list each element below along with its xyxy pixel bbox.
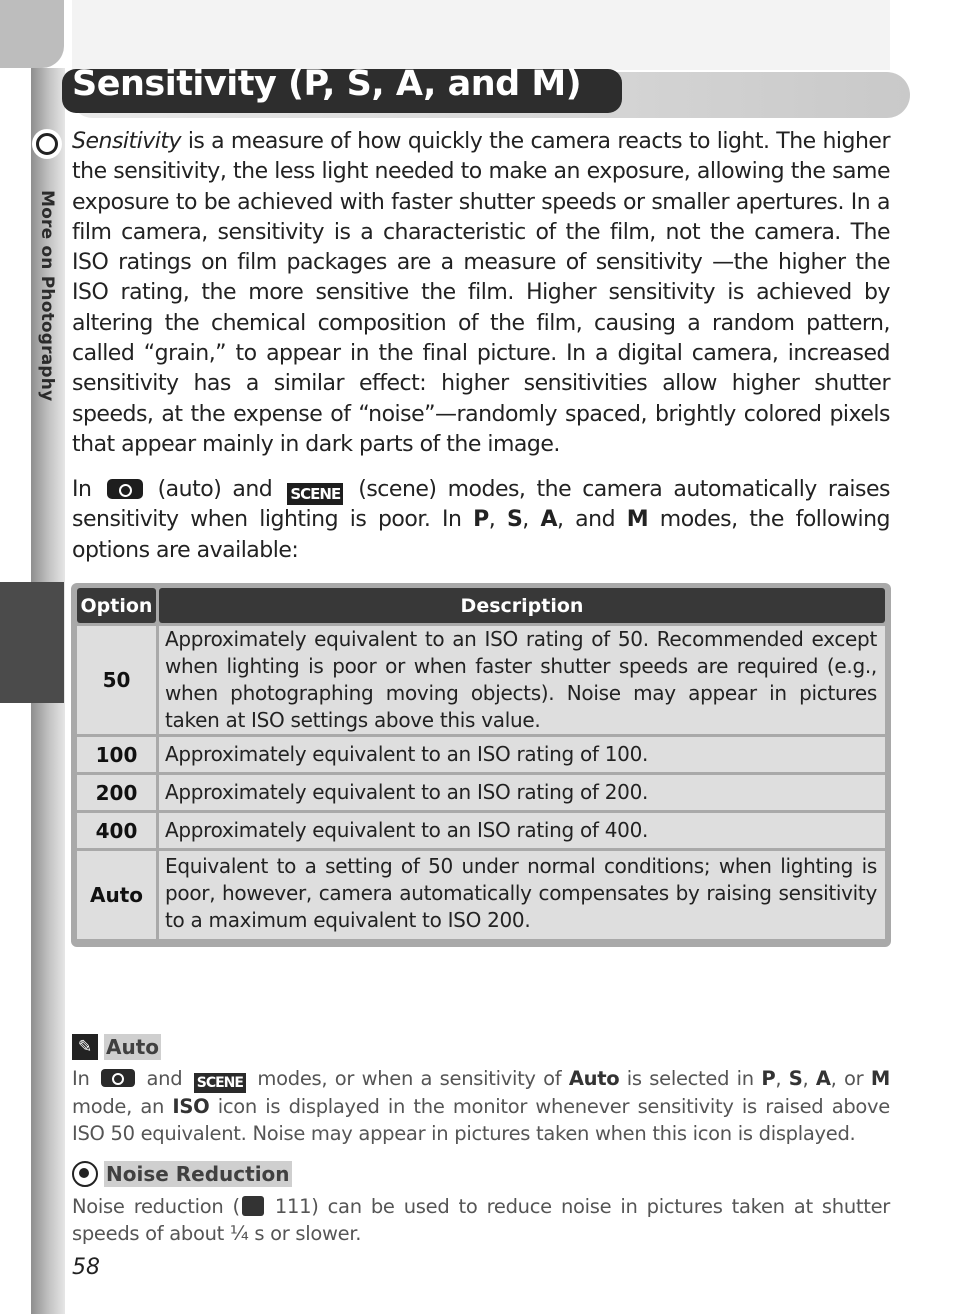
text: 111) can be used to reduce noise in pictures taken at shutter speeds of about ¼ s or slower. xyxy=(72,1195,890,1246)
text: , xyxy=(802,1067,816,1090)
camera-icon xyxy=(101,1069,135,1087)
page-number: 58 xyxy=(72,1255,100,1280)
table-row-option: Auto xyxy=(77,851,156,939)
text: modes, the following options are available: xyxy=(72,507,890,563)
camera-icon xyxy=(107,479,143,499)
scene-icon: SCENE xyxy=(194,1073,246,1093)
sensitivity-table xyxy=(71,583,891,947)
text: (scene) modes, the camera automatically raises sensitivity when lighting is poor. In xyxy=(72,477,890,533)
text: , xyxy=(522,507,541,533)
mode-m: M xyxy=(626,507,649,533)
modes-paragraph xyxy=(72,475,890,566)
text: , xyxy=(775,1067,789,1090)
text: and xyxy=(139,1067,190,1090)
table-row-description: Approximately equivalent to an ISO rating of 400. xyxy=(159,813,885,848)
side-label: More on Photography xyxy=(37,190,57,402)
mode-p: P xyxy=(473,507,489,533)
table-header-description: Description xyxy=(159,588,885,623)
note-auto-label: Auto xyxy=(106,1035,160,1059)
intro-text: is a measure of how quickly the camera reacts to light. The higher the sensitivity, the less light needed to make an exposure, allowing the same exposure to be achieved with faster shutter speeds or smaller apertures. In a film camera, sensitivity is a characteristic of the film, not the camera. The ISO ratings on film packages are a measure of sensitivity —the higher the ISO rating, the more sensitive the film. Higher sensitivity is achieved by altering the chemical composition of the film, causing a random pattern, called “grain,” to appear in the final picture. In a digital camera, increased sensitivity has a similar effect: higher sensitivities allow higher shutter speeds, at the expense of “noise”—randomly spaced, brightly colored pixels that appear mainly in dark parts of the image. xyxy=(72,129,890,457)
mode-a: A xyxy=(815,1067,831,1090)
note-auto-heading xyxy=(72,1034,161,1060)
intro-term: Sensitivity xyxy=(72,129,182,154)
table-header-option: Option xyxy=(77,588,156,623)
scene-icon: SCENE xyxy=(287,483,343,505)
text: , or xyxy=(830,1067,871,1090)
text: In xyxy=(72,477,103,502)
auto-setting: Auto xyxy=(568,1067,620,1090)
table-row-option: 100 xyxy=(77,737,156,772)
text: Noise reduction ( xyxy=(72,1195,240,1218)
pencil-note-icon: ✎ xyxy=(72,1034,98,1060)
text: (auto) and xyxy=(146,477,284,502)
page-title: Sensitivity (P, S, A, and M) xyxy=(72,64,582,104)
table-row-option: 50 xyxy=(77,626,156,734)
table-row-description: Approximately equivalent to an ISO rating of 50. Recommended except when lighting is poor or when faster shutter speeds are required (e.g., when photographing moving objects). Noise may appear in pictures taken at ISO settings above this value. xyxy=(159,626,885,734)
table-row-description: Equivalent to a setting of 50 under normal conditions; when lighting is poor, however, camera automatically compensates by raising sensitivity to a maximum equivalent to ISO 200. xyxy=(159,851,885,939)
text: In xyxy=(72,1067,97,1090)
text: icon is displayed in the monitor whenever sensitivity is raised above ISO 50 equivalent. Noise may appear in pictures taken when this icon is displayed. xyxy=(72,1095,890,1146)
table-row-description: Approximately equivalent to an ISO rating of 200. xyxy=(159,775,885,810)
top-band xyxy=(72,0,890,70)
text: is selected in xyxy=(619,1067,762,1090)
note-nr-heading xyxy=(72,1161,292,1187)
text: , and xyxy=(557,507,627,533)
note-auto-text xyxy=(72,1065,890,1147)
mode-a: A xyxy=(540,507,557,533)
note-nr-text xyxy=(72,1193,890,1247)
text: mode, an xyxy=(72,1095,173,1118)
table-row-option: 400 xyxy=(77,813,156,848)
noise-reduction-icon xyxy=(72,1161,98,1187)
note-nr-label: Noise Reduction xyxy=(106,1162,290,1186)
corner-tab xyxy=(0,0,64,68)
text: modes, or when a sensitivity of xyxy=(249,1067,569,1090)
iso-indicator: ISO xyxy=(172,1095,210,1118)
table-row-option: 200 xyxy=(77,775,156,810)
mode-m: M xyxy=(870,1067,890,1090)
table-row-description: Approximately equivalent to an ISO rating of 100. xyxy=(159,737,885,772)
mode-s: S xyxy=(506,507,523,533)
mode-p: P xyxy=(761,1067,776,1090)
lens-ring-icon xyxy=(32,129,62,159)
intro-paragraph xyxy=(72,127,890,460)
page-reference-icon xyxy=(242,1196,264,1216)
text: , xyxy=(488,507,507,533)
section-marker xyxy=(0,582,64,703)
mode-s: S xyxy=(788,1067,803,1090)
